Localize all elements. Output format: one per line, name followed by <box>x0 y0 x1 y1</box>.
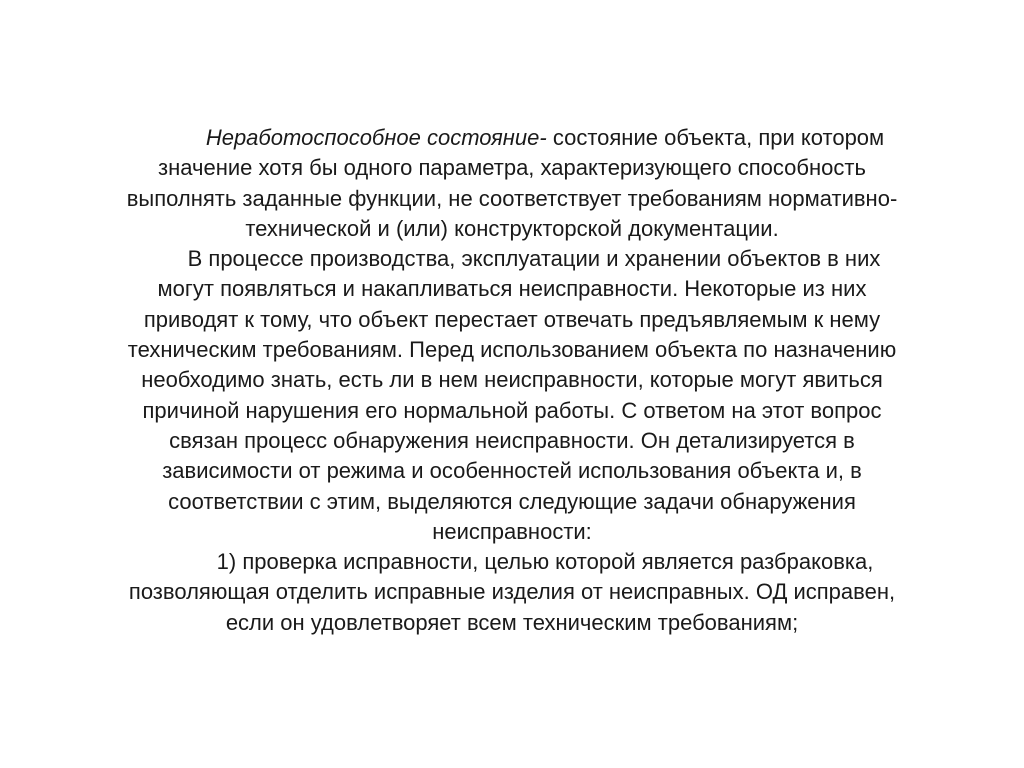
list-item-paragraph <box>40 547 984 638</box>
list-item-line: позволяющая отделить исправные изделия от неисправных. ОД исправен, <box>128 579 896 605</box>
list-item-line: если он удовлетворяет всем техническим требованиям; <box>225 609 799 635</box>
paragraph-line: связан процесс обнаружения неисправности. Он детализируется в <box>169 427 855 453</box>
definition-line: состояние объекта, при котором <box>546 125 885 150</box>
list-item-line: 1) проверка исправности, целью которой является разбраковка, <box>216 549 874 575</box>
definition-line: выполнять заданные функции, не соответствует требованиям нормативно- <box>126 185 898 211</box>
definition-paragraph <box>40 123 984 244</box>
paragraph-line: В процессе производства, эксплуатации и хранении объектов в них <box>187 246 881 272</box>
paragraph-line: причиной нарушения его нормальной работы. С ответом на этот вопрос <box>142 397 882 423</box>
definition-term: Неработоспособное состояние- <box>205 125 547 150</box>
paragraph-line: необходимо знать, есть ли в нем неисправности, которые могут явиться <box>141 367 883 393</box>
paragraph-line: неисправности: <box>432 518 592 544</box>
paragraph-line: зависимости от режима и особенностей использования объекта и, в <box>162 458 862 484</box>
paragraph-line: соответствии с этим, выделяются следующие задачи обнаружения <box>168 488 856 514</box>
paragraph-line: могут появляться и накапливаться неисправности. Некоторые из них <box>157 276 867 302</box>
production-faults-paragraph <box>40 244 984 547</box>
paragraph-line: приводят к тому, что объект перестает отвечать предъявляемым к нему <box>143 306 881 332</box>
slide-text-block <box>40 123 984 638</box>
definition-line: технической и (или) конструкторской документации. <box>245 215 779 241</box>
definition-line: значение хотя бы одного параметра, характеризующего способность <box>158 155 866 181</box>
paragraph-line: техническим требованиям. Перед использованием объекта по назначению <box>127 337 897 363</box>
